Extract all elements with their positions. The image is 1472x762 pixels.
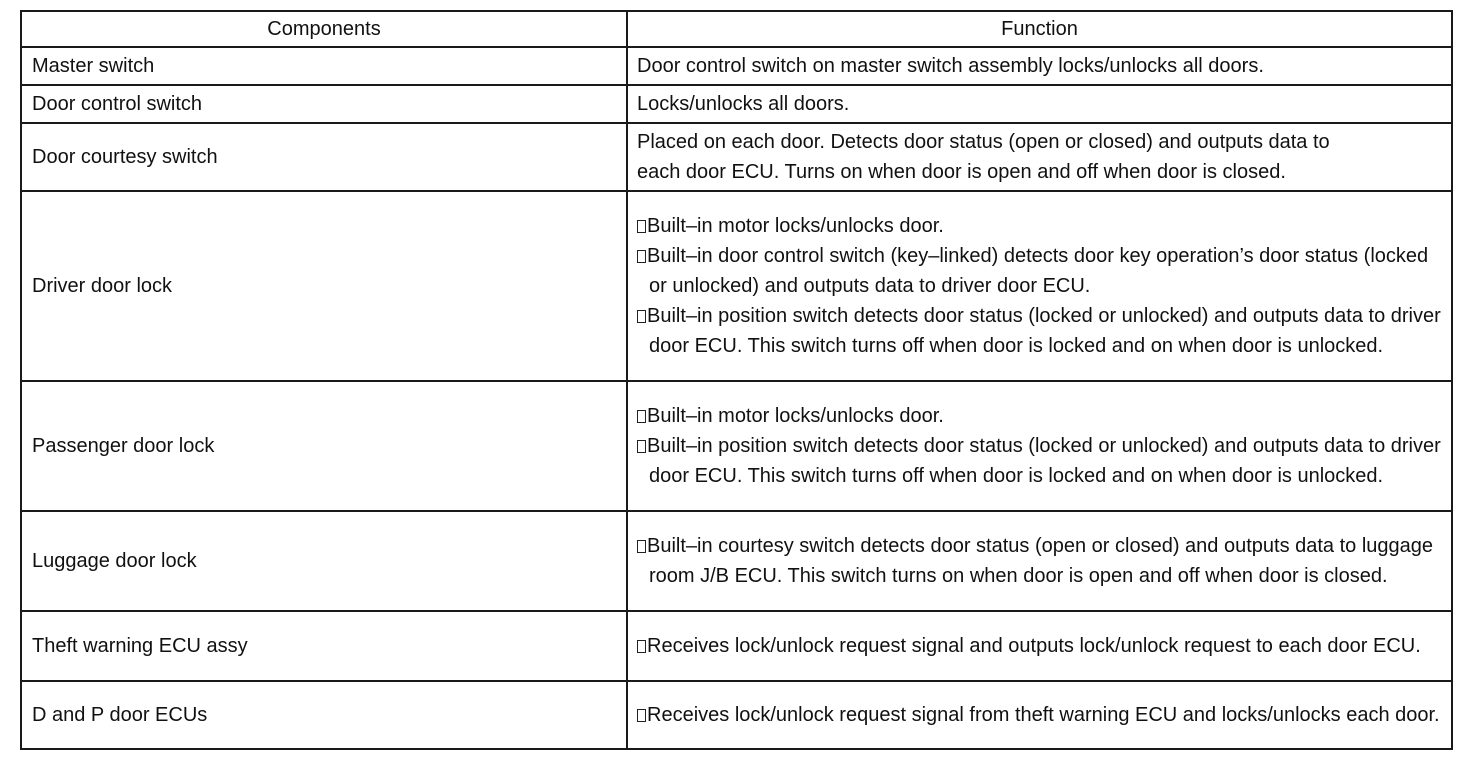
function-text-line: Door control switch on master switch assembly locks/unlocks all doors. (637, 55, 1264, 77)
table-row (21, 611, 1452, 681)
function-cell (627, 85, 1452, 123)
table-row (21, 681, 1452, 749)
function-bullet-text: Built–in position switch detects door status (locked or unlocked) and outputs data to driver door ECU. This switch turns off when door is locked and on when door is unlocked. (647, 305, 1441, 357)
square-bullet-icon (637, 540, 646, 553)
function-bullet-item (637, 241, 1441, 301)
component-cell: D and P door ECUs (21, 681, 627, 749)
function-bullet-text: Built–in courtesy switch detects door status (open or closed) and outputs data to luggage room J/B ECU. This switch turns on when door is open and off when door is closed. (647, 535, 1434, 587)
table-row (21, 47, 1452, 85)
table-row (21, 85, 1452, 123)
header-function: Function (627, 11, 1452, 47)
component-cell: Luggage door lock (21, 511, 627, 611)
component-cell: Door control switch (21, 85, 627, 123)
function-text-line: Locks/unlocks all doors. (637, 93, 850, 115)
function-bullet-item (637, 531, 1441, 591)
component-cell: Theft warning ECU assy (21, 611, 627, 681)
header-components: Components (21, 11, 627, 47)
function-bullet-item (637, 301, 1441, 361)
square-bullet-icon (637, 440, 646, 453)
square-bullet-icon (637, 310, 646, 323)
function-bullet-text: Built–in motor locks/unlocks door. (647, 405, 944, 427)
component-cell: Driver door lock (21, 191, 627, 381)
function-text-line: each door ECU. Turns on when door is open and off when door is closed. (637, 161, 1286, 183)
function-text-line: Placed on each door. Detects door status (open or closed) and outputs data to (637, 131, 1330, 153)
function-bullet-item (637, 700, 1441, 730)
function-bullet-text: Receives lock/unlock request signal and outputs lock/unlock request to each door ECU. (647, 635, 1421, 657)
function-cell (627, 681, 1452, 749)
table-body (21, 47, 1452, 749)
square-bullet-icon (637, 410, 646, 423)
function-bullet-item (637, 631, 1441, 661)
square-bullet-icon (637, 250, 646, 263)
function-cell (627, 191, 1452, 381)
function-bullet-item (637, 431, 1441, 491)
component-cell: Master switch (21, 47, 627, 85)
table-row (21, 123, 1452, 191)
function-cell (627, 611, 1452, 681)
function-bullet-text: Built–in position switch detects door status (locked or unlocked) and outputs data to driver door ECU. This switch turns off when door is locked and on when door is unlocked. (647, 435, 1441, 487)
square-bullet-icon (637, 640, 646, 653)
function-cell (627, 123, 1452, 191)
components-table (20, 10, 1453, 750)
component-cell: Passenger door lock (21, 381, 627, 511)
function-cell (627, 381, 1452, 511)
function-bullet-text: Built–in motor locks/unlocks door. (647, 215, 944, 237)
function-bullet-item (637, 211, 1441, 241)
table-row (21, 511, 1452, 611)
function-bullet-text: Built–in door control switch (key–linked) detects door key operation’s door status (locked or unlocked) and outputs data to driver door ECU. (647, 245, 1429, 297)
component-cell: Door courtesy switch (21, 123, 627, 191)
function-cell (627, 47, 1452, 85)
function-bullet-item (637, 401, 1441, 431)
table-row (21, 191, 1452, 381)
square-bullet-icon (637, 709, 646, 722)
header-row (21, 11, 1452, 47)
table-row (21, 381, 1452, 511)
function-cell (627, 511, 1452, 611)
square-bullet-icon (637, 220, 646, 233)
function-bullet-text: Receives lock/unlock request signal from theft warning ECU and locks/unlocks each door. (647, 704, 1440, 726)
